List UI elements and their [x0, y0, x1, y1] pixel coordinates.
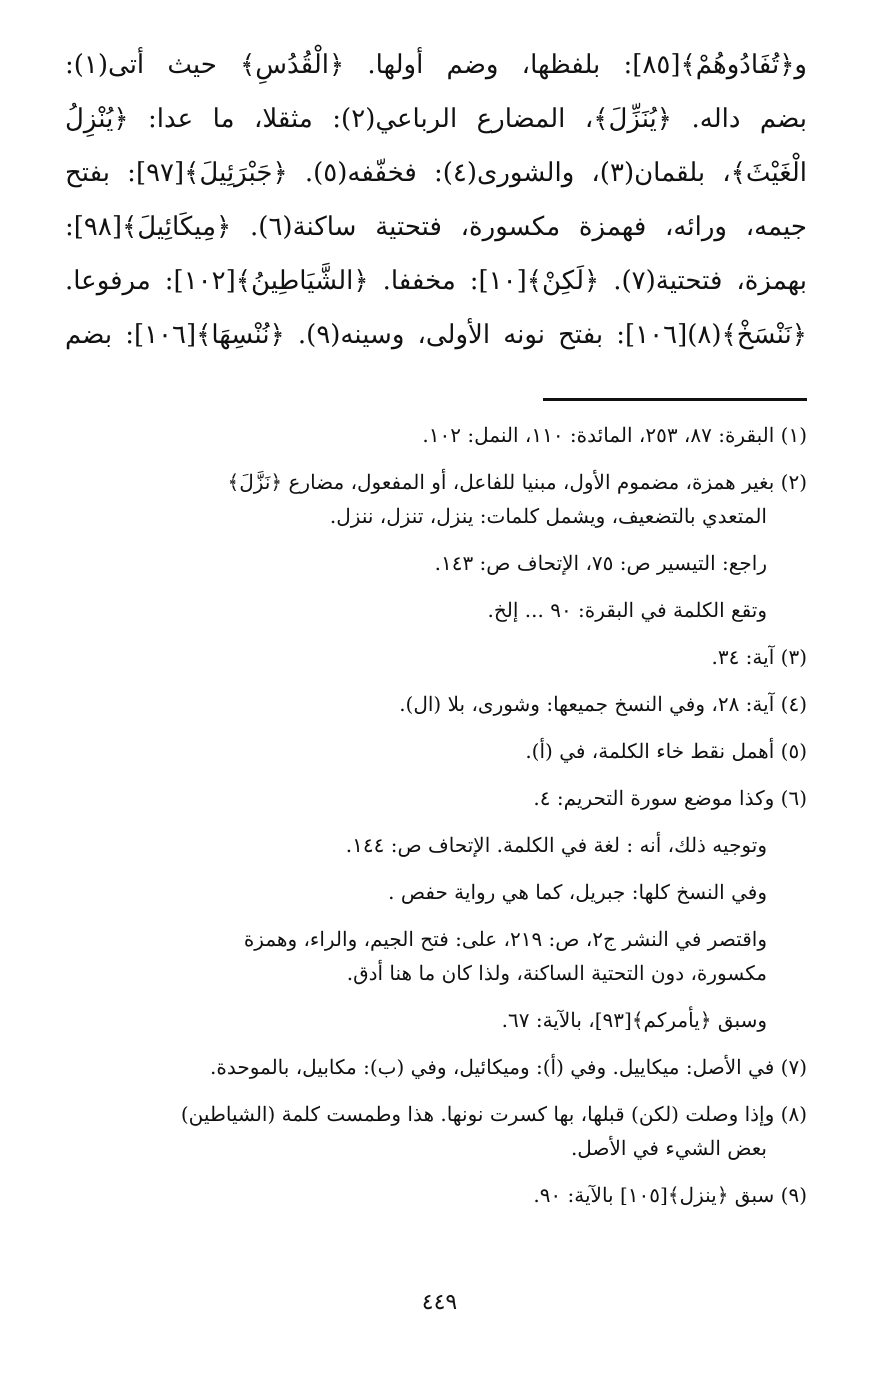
footnote-continuation: المتعدي بالتضعيف، ويشمل كلمات: ينزل، تنزل، ننزل. — [329, 504, 767, 528]
footnote-6-previous: وسبق ﴿يأمركم﴾[٩٣]، بالآية: ٦٧. — [501, 1008, 767, 1032]
footnote-4: (٤) آية: ٢٨، وفي النسخ جميعها: وشورى، بلا (ال). — [399, 692, 807, 716]
footnote-7: (٧) في الأصل: ميكاييل. وفي (أ): وميكائيل، وفي (ب): مكابيل، بالموحدة. — [210, 1055, 807, 1079]
footnote-6: (٦) وكذا موضع سورة التحريم: ٤. — [533, 786, 807, 810]
footnote-3: (٣) آية: ٣٤. — [711, 645, 807, 669]
footnote-1: (١) البقرة: ٨٧، ٢٥٣، المائدة: ١١٠، النمل: ١٠٢. — [422, 423, 807, 447]
footnote-6-copies: وفي النسخ كلها: جبريل، كما هي رواية حفص . — [388, 880, 767, 904]
footnotes — [65, 418, 807, 1225]
footnote-continuation: بعض الشيء في الأصل. — [570, 1136, 767, 1160]
footnote-divider — [543, 398, 807, 401]
footnote-9: (٩) سبق ﴿ينزل﴾[١٠٥] بالآية: ٩٠. — [533, 1183, 807, 1207]
footnote-6-nashr: واقتصر في النشر ج٢، ص: ٢١٩، على: فتح الجيم، والراء، وهمزة مكسورة، دون التحتية الساكنة، ولذا كان ما هنا أدق. — [65, 922, 807, 990]
footnote-8: (٨) وإذا وصلت (لكن) قبلها، بها كسرت نونها. هذا وطمست كلمة (الشياطين) بعض الشيء في الأصل. — [65, 1097, 807, 1165]
main-text-line: بضم داله. ﴿يُنَزِّلَ﴾، المضارع الرباعي(٢): مثقلا، ما عدا: ﴿يُنْزِلُ — [65, 104, 807, 134]
main-text-line: الْغَيْثَ﴾، بلقمان(٣)، والشورى(٤): فخفّفه(٥). ﴿جَبْرَئِيلَ﴾[٩٧]: بفتح — [65, 158, 807, 188]
main-text-line: بهمزة، فتحتية(٧). ﴿لَكِنْ﴾[١٠]: مخففا. ﴿الشَّيَاطِينُ﴾[١٠٢]: مرفوعا. — [65, 266, 807, 296]
page-number: ٤٤٩ — [421, 1290, 458, 1315]
footnote-2: (٢) بغير همزة، مضموم الأول، مبنيا للفاعل، أو المفعول، مضارع ﴿نَزَّلَ﴾ المتعدي بالتضعيف، ويشمل كلمات: ينزل، تنزل، ننزل. — [65, 465, 807, 533]
main-text-line: و﴿تُفَادُوهُمْ﴾[٨٥]: بلفظها، وضم أولها. ﴿الْقُدُسِ﴾ حيث أتى(١): — [65, 50, 807, 80]
main-text-line: ﴿نَنْسَخْ﴾(٨)[١٠٦]: بفتح نونه الأولى، وسينه(٩). ﴿نُنْسِهَا﴾[١٠٦]: بضم — [65, 320, 807, 350]
footnote-2-reference: راجع: التيسير ص: ٧٥، الإتحاف ص: ١٤٣. — [434, 551, 767, 575]
main-text-line: جيمه، ورائه، فهمزة مكسورة، فتحتية ساكنة(٦). ﴿مِيكَائِيلَ﴾[٩٨]: — [65, 212, 807, 242]
footnote-2-location: وتقع الكلمة في البقرة: ٩٠ ... إلخ. — [487, 598, 767, 622]
footnote-continuation: مكسورة، دون التحتية الساكنة، ولذا كان ما هنا أدق. — [346, 961, 767, 985]
footnote-6-explanation: وتوجيه ذلك، أنه : لغة في الكلمة. الإتحاف ص: ١٤٤. — [345, 833, 767, 857]
main-text — [65, 38, 807, 362]
footnote-5: (٥) أهمل نقط خاء الكلمة، في (أ). — [525, 739, 807, 763]
